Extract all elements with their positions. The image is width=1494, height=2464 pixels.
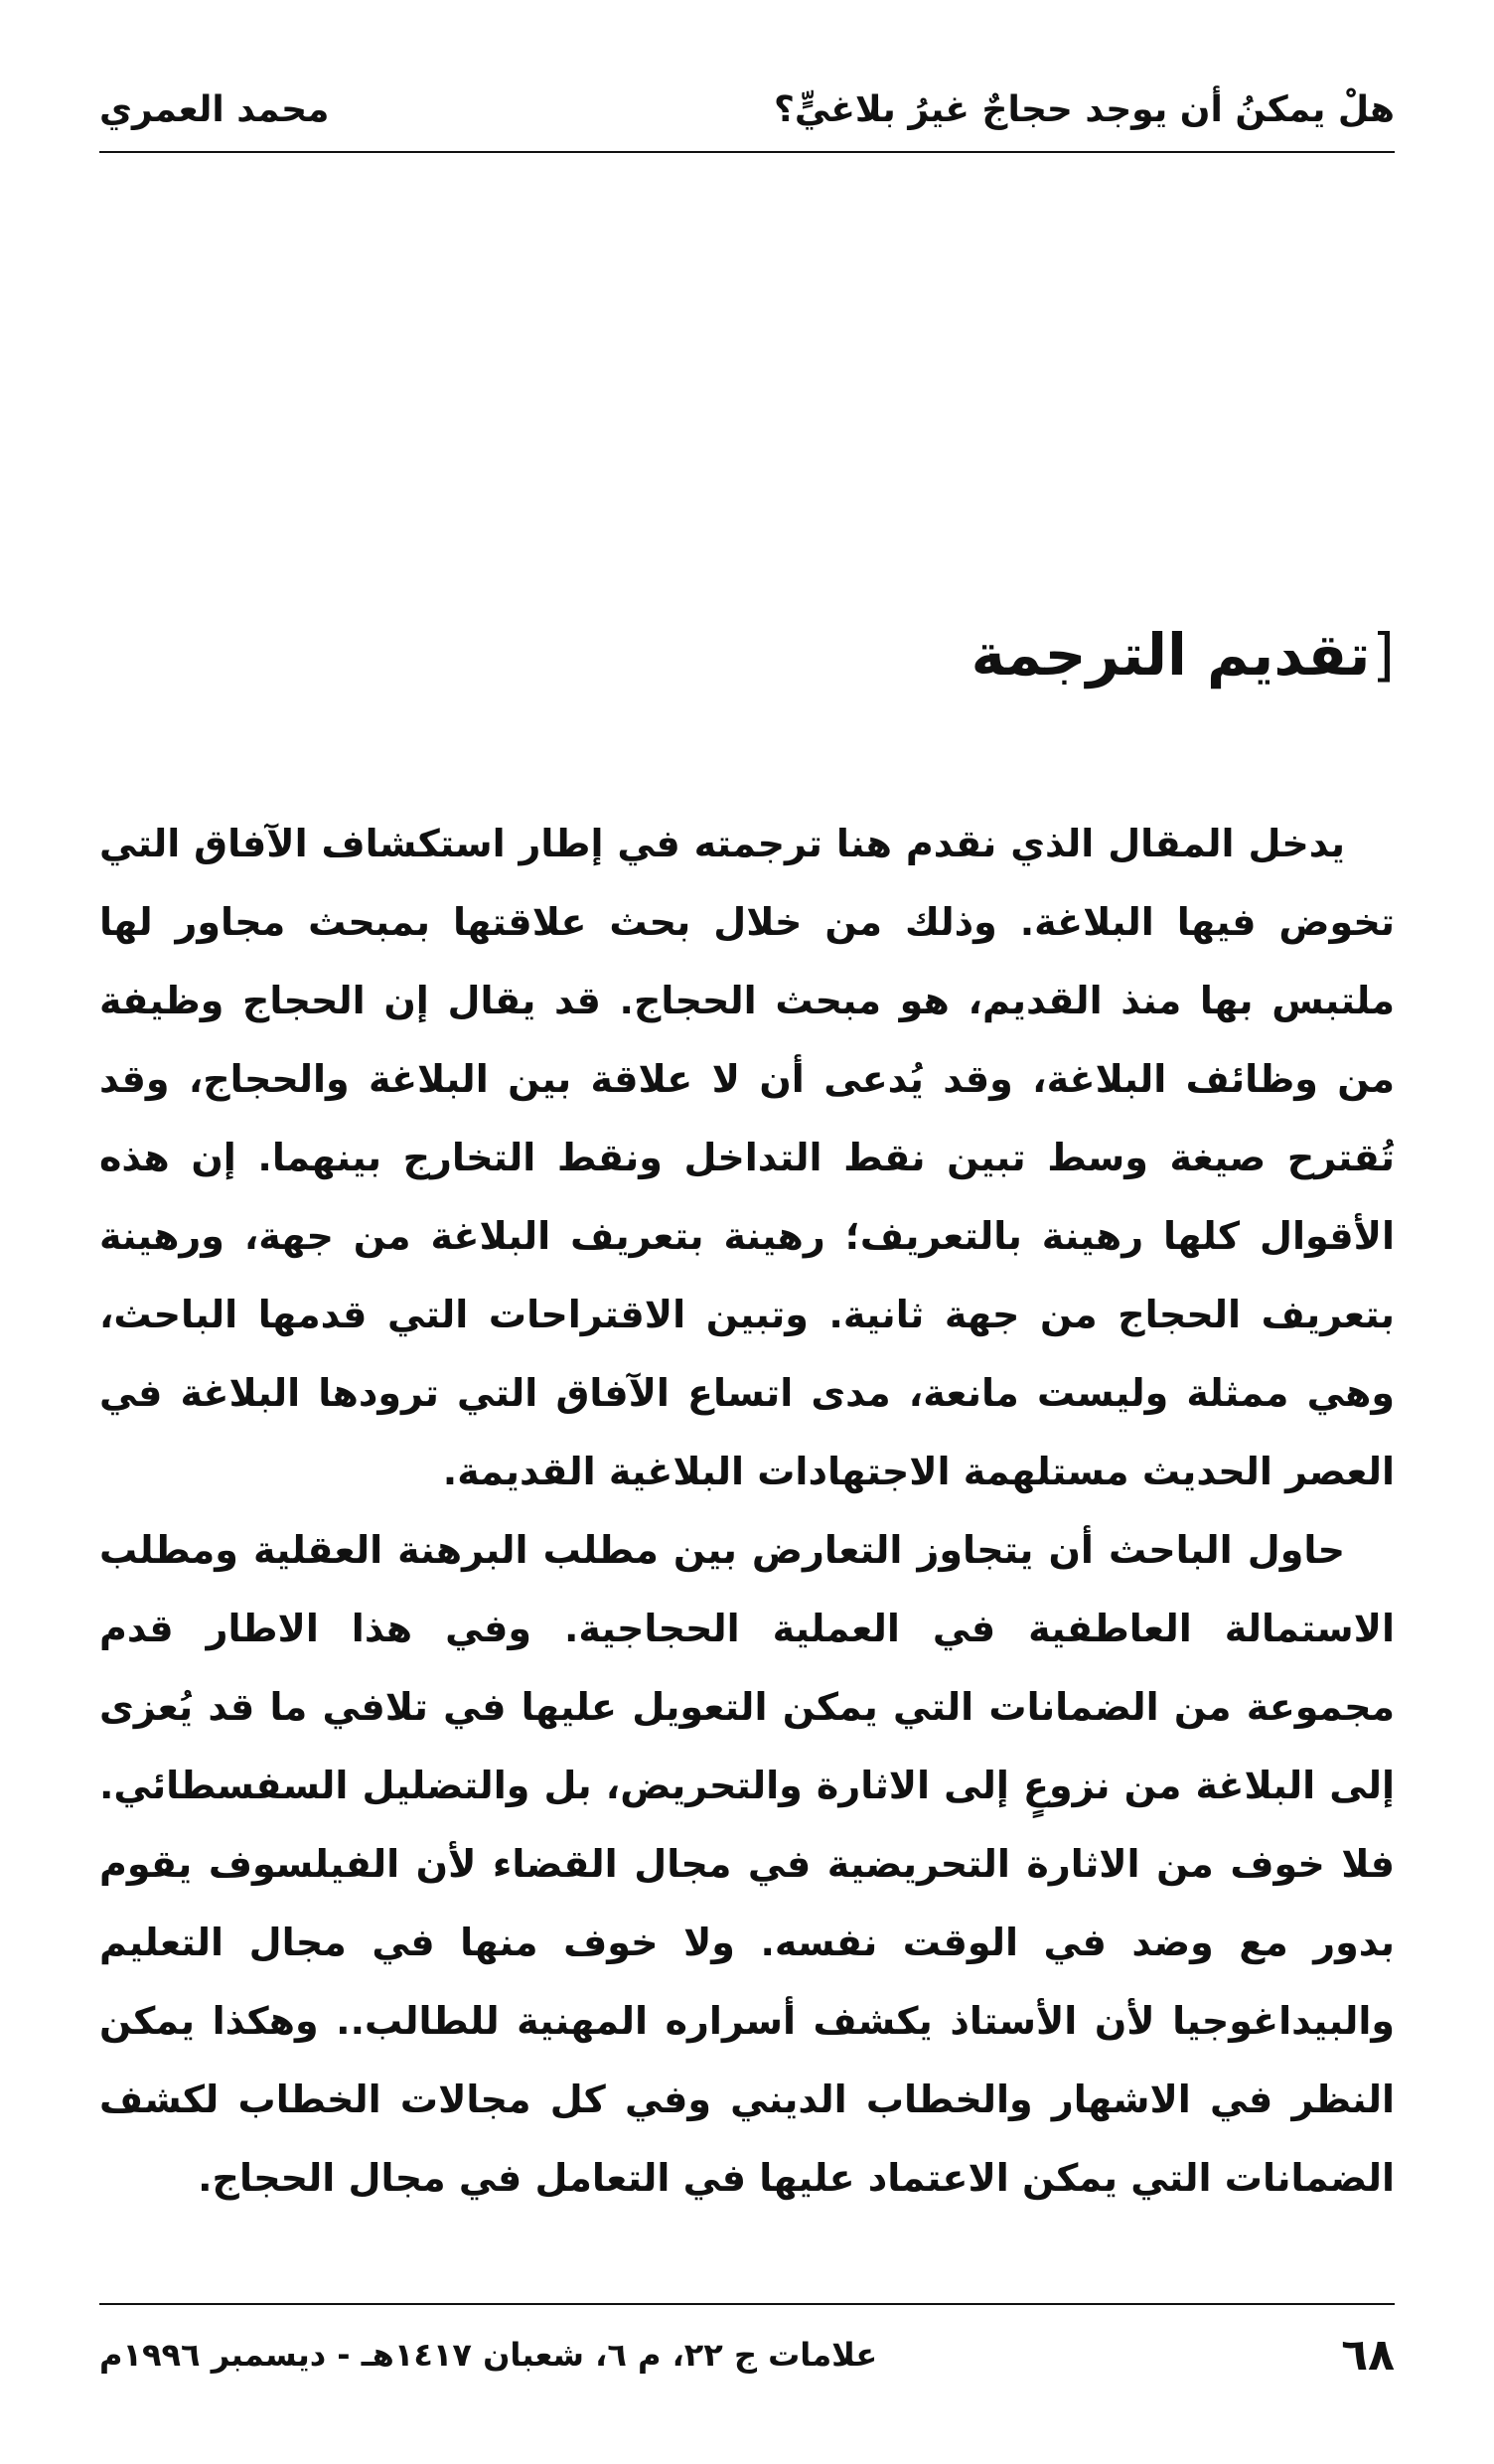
author-name: محمد العمري bbox=[99, 89, 330, 130]
paragraph-2: حاول الباحث أن يتجاوز التعارض بين مطلب البرهنة العقلية ومطلب الاستمالة العاطفية في العملية الحجاجية. وفي هذا الاطار قدم مجموعة من الضمانات التي يمكن التعويل عليها في تلافي ما قد يُعزى إلى البلاغة من نزوعٍ إلى الاثارة والتحريض، بل والتضليل السفسطائي. فلا خوف من الاثارة التحريضية في مجال القضاء لأن الفيلسوف يقوم بدور مع وضد في الوقت نفسه. ولا خوف منها في مجال التعليم والبيداغوجيا لأن الأستاذ يكشف أسراره المهنية للطالب.. وهكذا يمكن النظر في الاشهار والخطاب الديني وفي كل مجالات الخطاب لكشف الضمانات التي يمكن الاعتماد عليها في التعامل في مجال الحجاج. bbox=[99, 1528, 1395, 2200]
footer-divider bbox=[99, 2303, 1395, 2305]
paragraph-1: يدخل المقال الذي نقدم هنا ترجمته في إطار استكشاف الآفاق التي تخوض فيها البلاغة. وذلك من خلال بحث علاقتها بمبحث مجاور لها ملتبس بها منذ القديم، هو مبحث الحجاج. قد يقال إن الحجاج وظيفة من وظائف البلاغة، وقد يُدعى أن لا علاقة بين البلاغة والحجاج، وقد تُقترح صيغة وسط تبين نقط التداخل ونقط التخارج بينهما. إن هذه الأقوال كلها رهينة بالتعريف؛ رهينة بتعريف البلاغة من جهة، ورهينة بتعريف الحجاج من جهة ثانية. وتبين الاقتراحات التي قدمها الباحث، وهي ممثلة وليست مانعة، مدى اتساع الآفاق التي ترودها البلاغة في العصر الحديث مستلهمة الاجتهادات البلاغية القديمة. bbox=[99, 822, 1395, 1493]
page-footer bbox=[99, 2330, 1395, 2389]
section-heading bbox=[971, 621, 1395, 689]
header-divider bbox=[99, 151, 1395, 153]
page-number: ٦٨ bbox=[1341, 2330, 1395, 2381]
heading-bracket: [ bbox=[1372, 621, 1395, 689]
body-text bbox=[99, 805, 1395, 2218]
article-title: هلْ يمكنُ أن يوجد حجاجٌ غيرُ بلاغيٍّ؟ bbox=[774, 89, 1395, 130]
journal-citation: علامات ج ٢٢، م ٦، شعبان ١٤١٧هـ - ديسمبر ١٩٩٦م bbox=[99, 2336, 878, 2374]
section-heading-text: تقديم الترجمة bbox=[971, 621, 1371, 689]
running-header bbox=[99, 89, 1395, 153]
